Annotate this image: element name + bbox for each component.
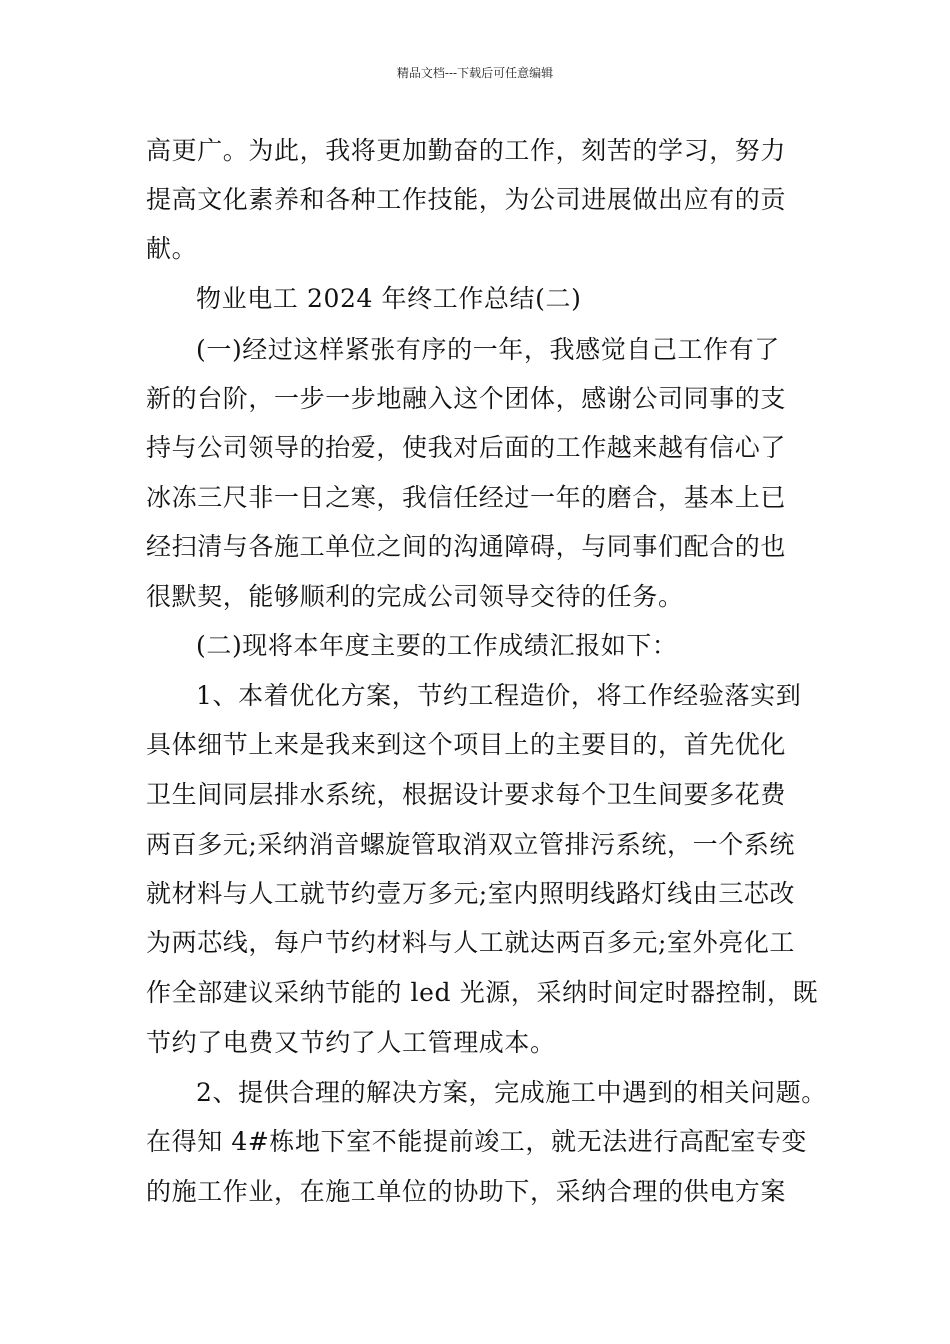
body-line: 高更广。为此，我将更加勤奋的工作，刻苦的学习，努力 (146, 136, 787, 165)
body-line: 在得知 4#栋地下室不能提前竣工，就无法进行高配室专变 (146, 1127, 808, 1156)
body-line: 就材料与人工就节约壹万多元;室内照明线路灯线由三芯改 (146, 879, 796, 908)
body-line: (一)经过这样紧张有序的一年，我感觉自己工作有了 (196, 335, 780, 364)
body-line: 新的台阶，一步一步地融入这个团体，感谢公司同事的支 (146, 384, 787, 413)
body-line: 卫生间同层排水系统，根据设计要求每个卫生间要多花费 (146, 780, 787, 809)
body-line: 节约了电费又节约了人工管理成本。 (146, 1028, 556, 1057)
section-title: 物业电工 2024 年终工作总结(二) (196, 284, 582, 313)
page-header: 精品文档---下载后可任意编辑 (396, 66, 554, 80)
body-line: 两百多元;采纳消音螺旋管取消双立管排污系统，一个系统 (146, 830, 796, 859)
body-line: 作全部建议采纳节能的 led 光源，采纳时间定时器控制，既 (146, 978, 819, 1007)
body-line: 提高文化素养和各种工作技能，为公司进展做出应有的贡 (146, 185, 787, 214)
body-line: 为两芯线，每户节约材料与人工就达两百多元;室外亮化工 (146, 928, 796, 957)
body-line: 很默契，能够顺利的完成公司领导交待的任务。 (146, 582, 684, 611)
body-line: (二)现将本年度主要的工作成绩汇报如下： (196, 631, 678, 660)
body-line: 1、本着优化方案，节约工程造价，将工作经验落实到 (196, 681, 802, 710)
body-line: 持与公司领导的抬爱，使我对后面的工作越来越有信心了 (146, 433, 787, 462)
body-line: 具体细节上来是我来到这个项目上的主要目的，首先优化 (146, 730, 787, 759)
body-line: 的施工作业，在施工单位的协助下，采纳合理的供电方案 (146, 1177, 787, 1206)
body-line: 2、提供合理的解决方案，完成施工中遇到的相关问题。 (196, 1078, 827, 1107)
body-line: 冰冻三尺非一日之寒，我信任经过一年的磨合，基本上已 (146, 483, 787, 512)
body-line: 经扫清与各施工单位之间的沟通障碍，与同事们配合的也 (146, 532, 787, 561)
body-line: 献。 (146, 234, 198, 263)
